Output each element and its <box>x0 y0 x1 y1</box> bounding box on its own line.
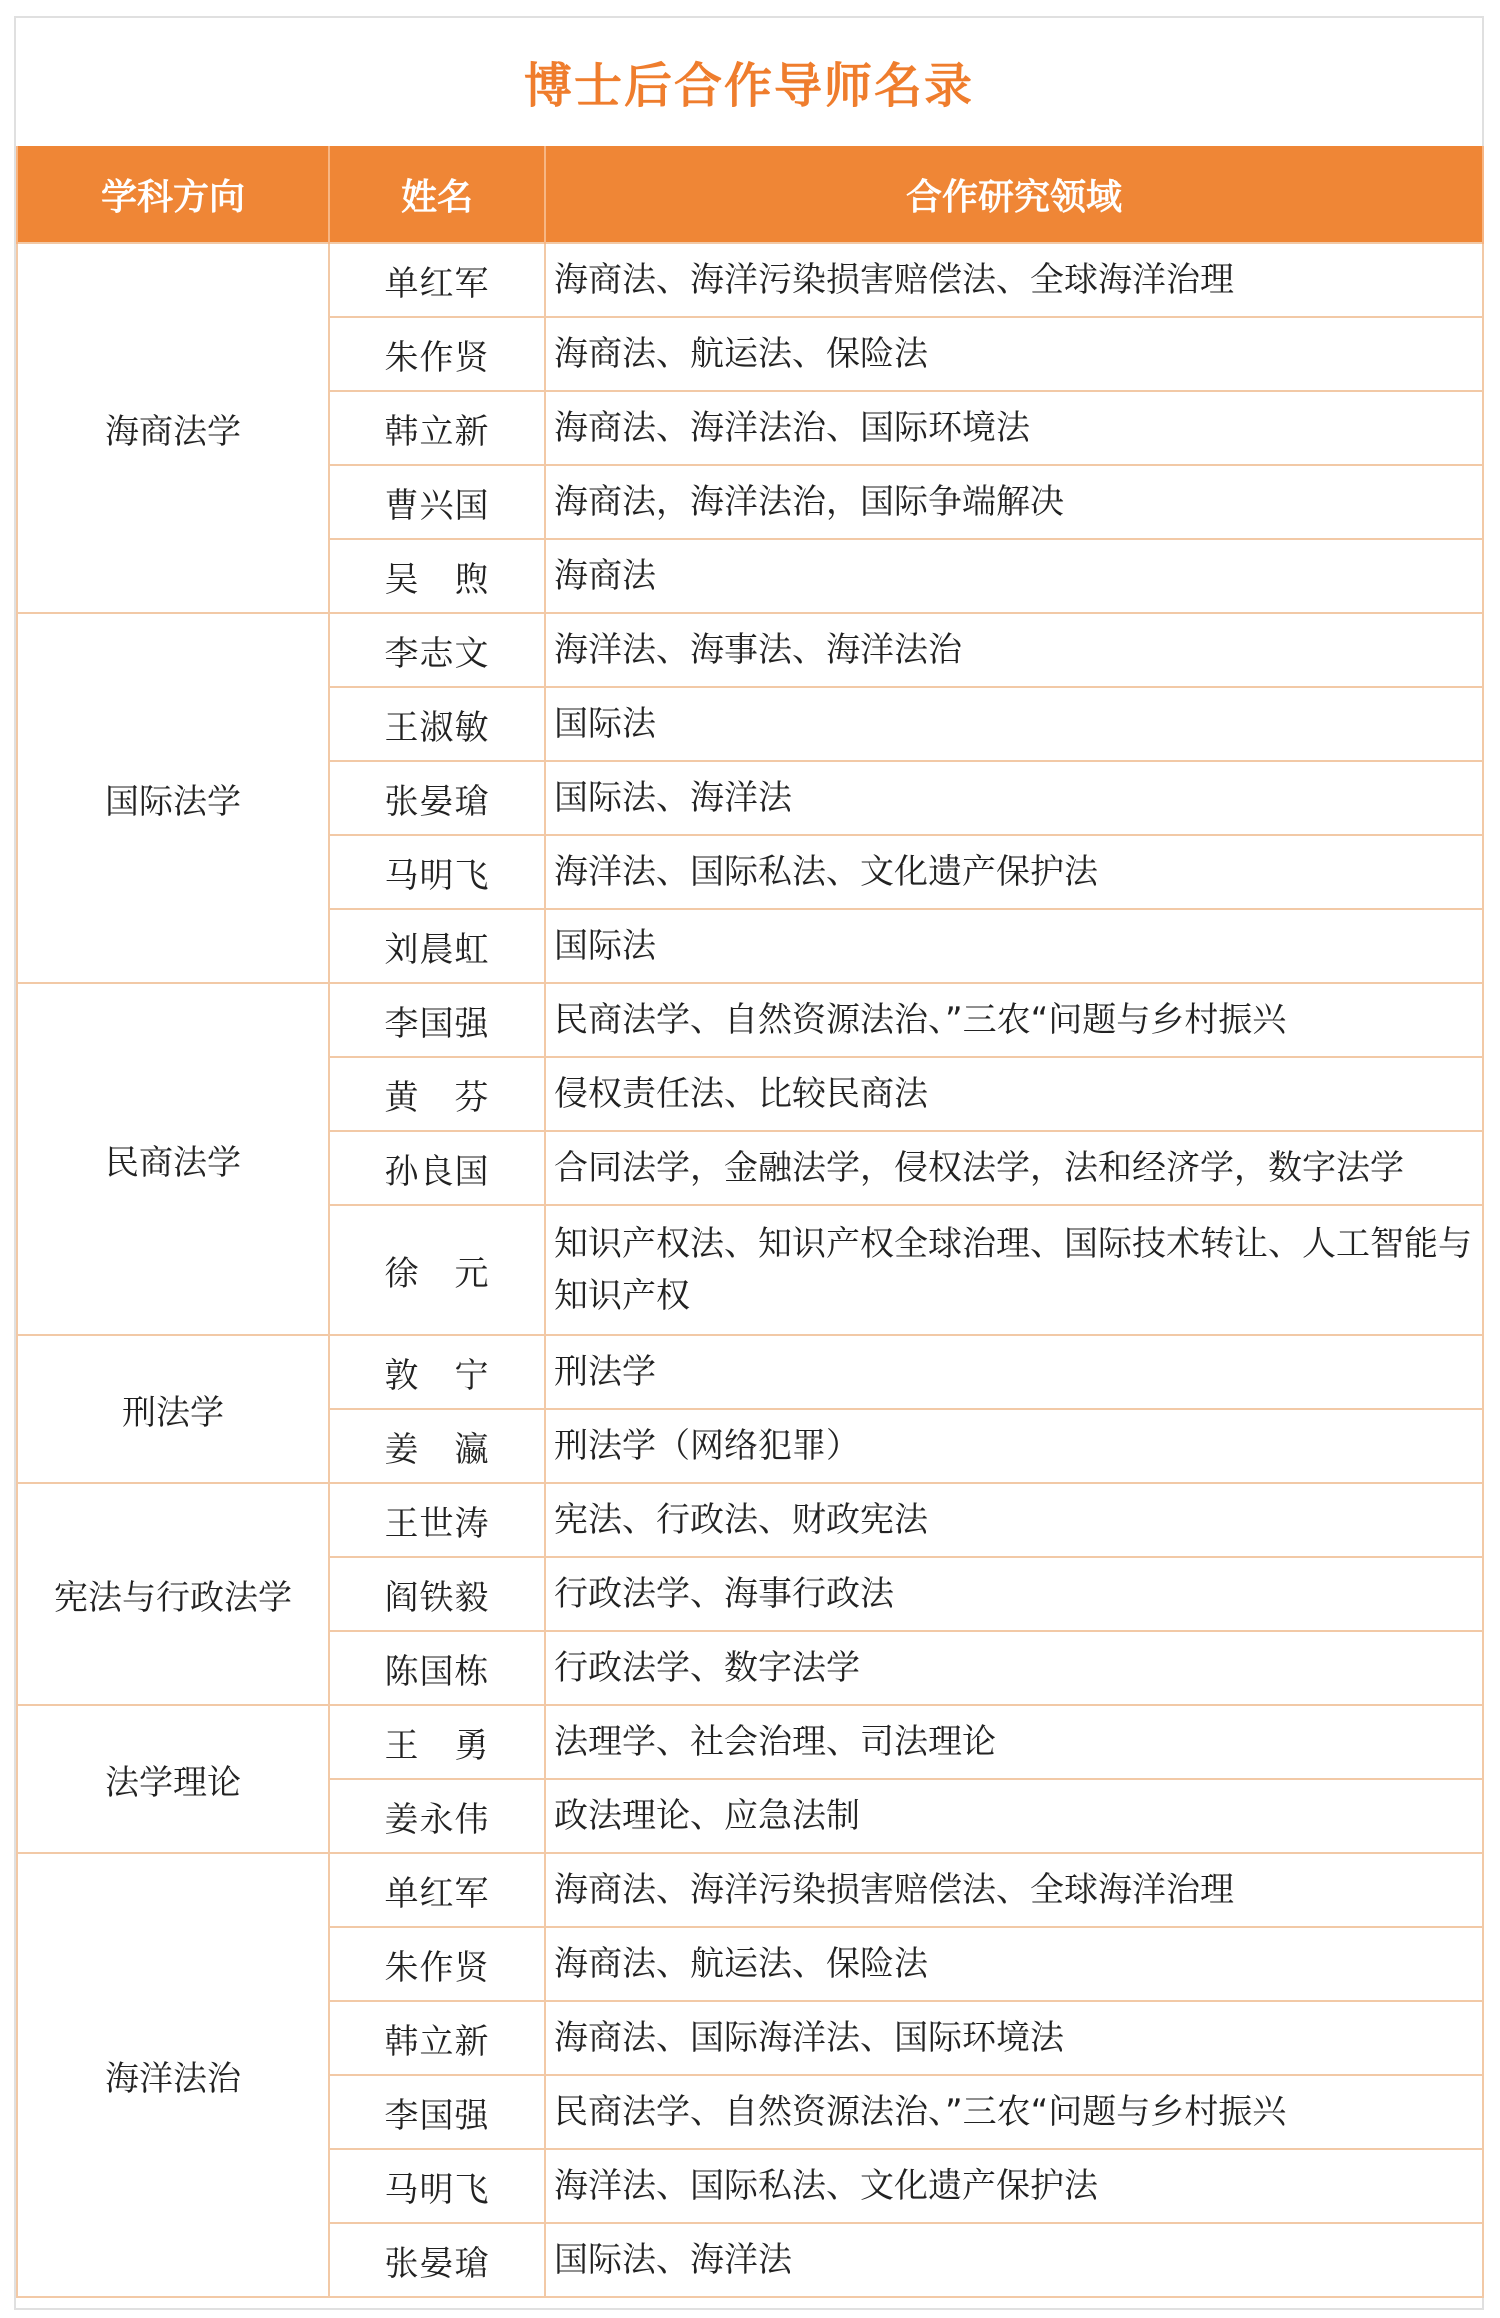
research-field-cell: 海商法、海洋污染损害赔偿法、全球海洋治理 <box>545 243 1483 317</box>
mentor-name-cell: 韩立新 <box>329 391 545 465</box>
research-field-cell: 海洋法、国际私法、文化遗产保护法 <box>545 835 1483 909</box>
research-field-cell: 国际法 <box>545 687 1483 761</box>
research-field-cell: 政法理论、应急法制 <box>545 1779 1483 1853</box>
table-row <box>17 1705 1483 1779</box>
research-field-cell: 刑法学 <box>545 1335 1483 1409</box>
discipline-cell: 宪法与行政法学 <box>17 1483 329 1705</box>
mentor-name-cell: 阎铁毅 <box>329 1557 545 1631</box>
research-field-cell: 合同法学，金融法学，侵权法学，法和经济学，数字法学 <box>545 1131 1483 1205</box>
mentor-name-cell: 李国强 <box>329 983 545 1057</box>
page-title: 博士后合作导师名录 <box>523 57 974 114</box>
table-row <box>17 983 1483 1057</box>
mentor-name-cell: 李国强 <box>329 2075 545 2149</box>
research-field-cell: 国际法、海洋法 <box>545 761 1483 835</box>
research-field-cell: 行政法学、海事行政法 <box>545 1557 1483 1631</box>
header-research-field: 合作研究领域 <box>545 146 1483 243</box>
mentor-name-cell: 李志文 <box>329 613 545 687</box>
mentor-name-cell: 韩立新 <box>329 2001 545 2075</box>
research-field-cell: 海商法、航运法、保险法 <box>545 317 1483 391</box>
research-field-cell: 海商法、航运法、保险法 <box>545 1927 1483 2001</box>
mentor-name-cell: 敦 宁 <box>329 1335 545 1409</box>
research-field-cell: 海洋法、海事法、海洋法治 <box>545 613 1483 687</box>
research-field-cell: 侵权责任法、比较民商法 <box>545 1057 1483 1131</box>
mentor-name-cell: 张晏瑲 <box>329 761 545 835</box>
research-field-cell: 民商法学、自然资源法治、”三农“问题与乡村振兴 <box>545 983 1483 1057</box>
research-field-cell: 海商法、海洋污染损害赔偿法、全球海洋治理 <box>545 1853 1483 1927</box>
table-row <box>17 243 1483 317</box>
discipline-cell: 刑法学 <box>17 1335 329 1483</box>
mentor-name-cell: 姜 瀛 <box>329 1409 545 1483</box>
table-row <box>17 1335 1483 1409</box>
research-field-cell: 国际法 <box>545 909 1483 983</box>
mentor-name-cell: 孙良国 <box>329 1131 545 1205</box>
mentor-name-cell: 单红军 <box>329 1853 545 1927</box>
directory-frame <box>14 16 1484 2310</box>
mentor-name-cell: 王 勇 <box>329 1705 545 1779</box>
mentor-name-cell: 陈国栋 <box>329 1631 545 1705</box>
mentor-name-cell: 朱作贤 <box>329 1927 545 2001</box>
mentor-name-cell: 马明飞 <box>329 835 545 909</box>
research-field-cell: 行政法学、数字法学 <box>545 1631 1483 1705</box>
research-field-cell: 海商法，海洋法治，国际争端解决 <box>545 465 1483 539</box>
discipline-cell: 法学理论 <box>17 1705 329 1853</box>
research-field-cell: 刑法学（网络犯罪） <box>545 1409 1483 1483</box>
mentor-name-cell: 吴 煦 <box>329 539 545 613</box>
table-body <box>17 243 1483 2297</box>
research-field-cell: 海商法、海洋法治、国际环境法 <box>545 391 1483 465</box>
research-field-cell: 法理学、社会治理、司法理论 <box>545 1705 1483 1779</box>
mentor-name-cell: 朱作贤 <box>329 317 545 391</box>
mentor-name-cell: 黄 芬 <box>329 1057 545 1131</box>
research-field-cell: 知识产权法、知识产权全球治理、国际技术转让、人工智能与知识产权 <box>545 1205 1483 1335</box>
header-discipline: 学科方向 <box>17 146 329 243</box>
mentor-name-cell: 王世涛 <box>329 1483 545 1557</box>
mentor-name-cell: 张晏瑲 <box>329 2223 545 2297</box>
research-field-cell: 海洋法、国际私法、文化遗产保护法 <box>545 2149 1483 2223</box>
mentor-table <box>16 146 1484 2298</box>
mentor-name-cell: 徐 元 <box>329 1205 545 1335</box>
discipline-cell: 海洋法治 <box>17 1853 329 2297</box>
research-field-cell: 海商法 <box>545 539 1483 613</box>
header-name: 姓名 <box>329 146 545 243</box>
mentor-name-cell: 王淑敏 <box>329 687 545 761</box>
discipline-cell: 海商法学 <box>17 243 329 613</box>
research-field-cell: 海商法、国际海洋法、国际环境法 <box>545 2001 1483 2075</box>
research-field-cell: 国际法、海洋法 <box>545 2223 1483 2297</box>
table-row <box>17 1853 1483 1927</box>
mentor-name-cell: 刘晨虹 <box>329 909 545 983</box>
mentor-name-cell: 曹兴国 <box>329 465 545 539</box>
mentor-name-cell: 单红军 <box>329 243 545 317</box>
table-row <box>17 613 1483 687</box>
discipline-cell: 民商法学 <box>17 983 329 1335</box>
research-field-cell: 民商法学、自然资源法治、”三农“问题与乡村振兴 <box>545 2075 1483 2149</box>
discipline-cell: 国际法学 <box>17 613 329 983</box>
mentor-name-cell: 马明飞 <box>329 2149 545 2223</box>
table-header-row <box>17 146 1483 243</box>
table-row <box>17 1483 1483 1557</box>
research-field-cell: 宪法、行政法、财政宪法 <box>545 1483 1483 1557</box>
mentor-name-cell: 姜永伟 <box>329 1779 545 1853</box>
